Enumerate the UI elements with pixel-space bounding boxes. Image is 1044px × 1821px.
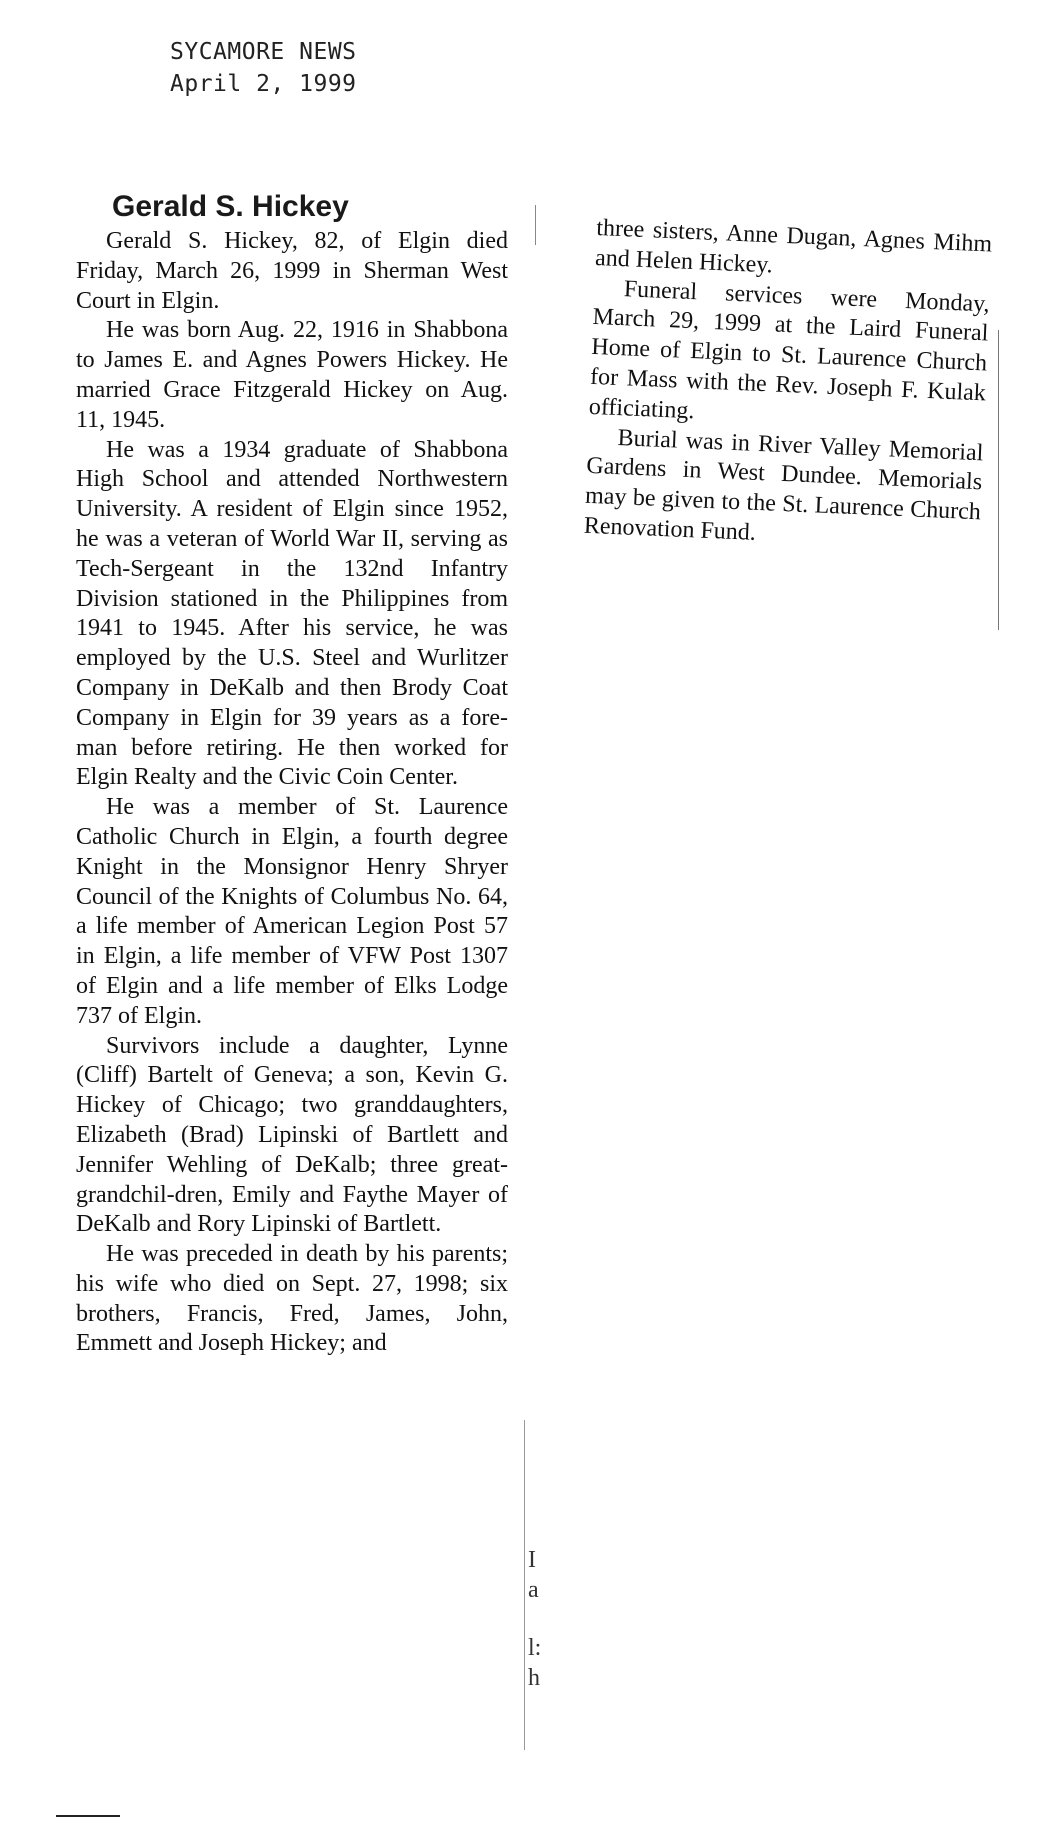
bottom-rule [56,1815,120,1817]
obituary-headline: Gerald S. Hickey [112,190,349,223]
paragraph: three sisters, Anne Dugan, Agnes Mihm and Helen Hickey. [594,214,993,279]
publication-date: April 2, 1999 [170,71,357,97]
paragraph: Survivors include a daughter, Lynne (Cliff) Bartelt of Geneva; a son, Kevin G. Hickey of Chicago; two granddaughters, Elizabeth (Brad) Lipinski of Bartlett and Jennifer Wehling of DeKalb; three great-grandchil-dren, Emily and Faythe Mayer of DeKalb and Rory Lipinski of Bartlett. [76,1032,508,1238]
paragraph: He was a 1934 graduate of Shabbona High School and attended Northwestern University. A resident of Elgin since 1952, he was a veteran of World War II, serving as Tech-Sergeant in the 132nd Infantry Division stationed in the Philippines from 1941 to 1945. After his service, he was employed by the U.S. Steel and Wurlitzer Company in DeKalb and then Brody Coat Company in Elgin for 39 years as a fore-man before retiring. He then worked for Elgin Realty and the Civic Coin Center. [76,436,508,791]
article-column-1 [76,227,508,1359]
paragraph: Gerald S. Hickey, 82, of Elgin died Friday, March 26, 1999 in Sherman West Court in Elgin. [76,228,508,314]
neighbor-column-fragment: h [528,1665,540,1691]
paragraph: Burial was in River Valley Memorial Gardens in West Dundee. Memorials may be given to the St. Laurence Church Renovation Fund. [583,424,984,546]
paragraph: He was born Aug. 22, 1916 in Shabbona to James E. and Agnes Powers Hickey. He married Grace Fitzgerald Hickey on Aug. 11, 1945. [76,317,508,433]
paragraph: Funeral services were Monday, March 29, 1999 at the Laird Funeral Home of Elgin to St. Laurence Church for Mass with the Rev. Joseph F. Kulak officiating. [588,275,991,425]
newspaper-name: SYCAMORE NEWS [170,39,357,65]
column-rule [998,330,999,630]
neighbor-column-fragment: I [528,1547,536,1573]
neighbor-column-fragment: a [528,1577,539,1603]
column-rule [524,1420,525,1750]
paragraph: He was a member of St. Laurence Catholic Church in Elgin, a fourth degree Knight in the Monsignor Henry Shryer Council of the Knights of Columbus No. 64, a life member of American Legion Post 57 in Elgin, a life member of VFW Post 1307 of Elgin and a life member of Elks Lodge 737 of Elgin. [76,794,508,1029]
paragraph: He was preceded in death by his parents; his wife who died on Sept. 27, 1998; six brothers, Francis, Fred, James, John, Emmett and Joseph Hickey; and [76,1241,508,1357]
column-rule [535,205,536,245]
neighbor-column-fragment: l: [528,1635,542,1661]
article-column-2 [583,214,992,558]
